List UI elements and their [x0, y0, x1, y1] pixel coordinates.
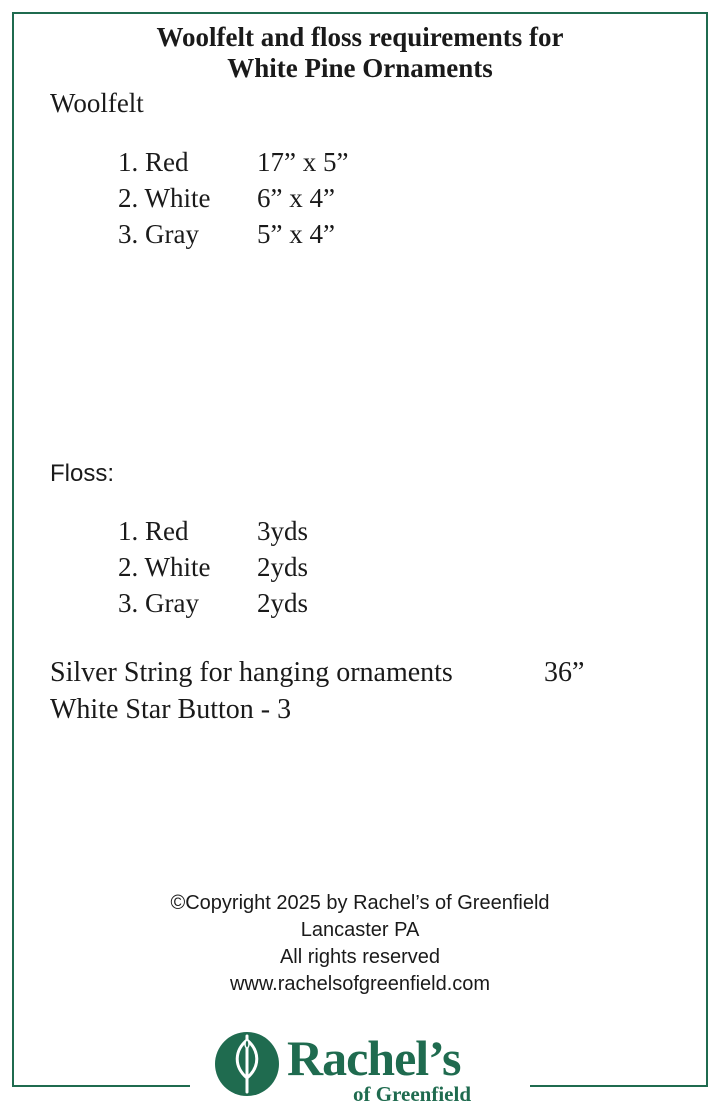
floss-heading: Floss:: [50, 460, 115, 487]
item-name: 3. Gray: [118, 219, 199, 249]
brand-subtitle: of Greenfield: [353, 1082, 472, 1106]
item-amount: 3yds: [257, 516, 309, 546]
item-name: 2. White: [118, 552, 211, 582]
silver-string-amount: 36”: [544, 657, 585, 688]
item-amount: 2yds: [257, 552, 309, 582]
floss-list: [118, 513, 308, 621]
star-button-line: White Star Button - 3: [50, 694, 292, 725]
title-line-1: Woolfelt and floss requirements for: [156, 22, 564, 52]
list-item: [118, 585, 308, 621]
item-name: 3. Gray: [118, 588, 199, 618]
item-amount: 17” x 5”: [257, 147, 349, 177]
frame-bottom-left: [12, 1085, 190, 1087]
extra-supplies: [50, 654, 584, 728]
item-amount: 2yds: [257, 588, 309, 618]
silver-string-row: [50, 654, 584, 691]
frame-bottom-right: [530, 1085, 708, 1087]
list-item: [118, 216, 348, 252]
list-item: [118, 549, 308, 585]
location-text: Lancaster PA: [300, 919, 420, 941]
brand-logo: [215, 1030, 515, 1108]
document-title: [0, 22, 720, 84]
website-text: www.rachelsofgreenfield.com: [229, 973, 491, 995]
silver-string-label: Silver String for hanging ornaments: [50, 657, 453, 688]
brand-name: Rachel’s: [287, 1030, 461, 1086]
copyright-text: ©Copyright 2025 by Rachel’s of Greenfield: [170, 892, 550, 914]
woolfelt-list: [118, 144, 348, 252]
woolfelt-heading: Woolfelt: [50, 88, 144, 118]
needle-thread-icon: [215, 1032, 279, 1096]
rights-text: All rights reserved: [279, 946, 441, 968]
item-name: 1. Red: [118, 147, 189, 177]
footer: [0, 890, 720, 998]
item-name: 2. White: [118, 183, 211, 213]
list-item: [118, 513, 308, 549]
title-line-2: White Pine Ornaments: [227, 53, 493, 83]
list-item: [118, 180, 348, 216]
item-amount: 5” x 4”: [257, 219, 335, 249]
item-amount: 6” x 4”: [257, 183, 335, 213]
list-item: [118, 144, 348, 180]
item-name: 1. Red: [118, 516, 189, 546]
frame-top: [12, 12, 708, 14]
